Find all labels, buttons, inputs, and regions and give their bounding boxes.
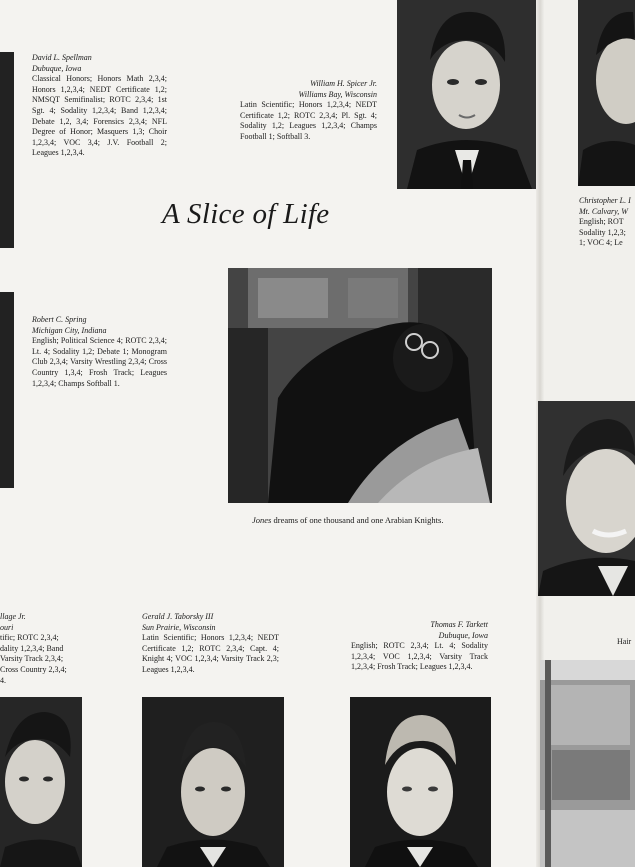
fragment-hair: Hair bbox=[617, 637, 632, 646]
bio-hometown: Sun Prairie, Wisconsin bbox=[142, 622, 216, 632]
fragment-line: Sodality 1,2,3; bbox=[579, 227, 626, 237]
candid-photo bbox=[228, 268, 492, 503]
bio-hometown: Dubuque, Iowa bbox=[438, 630, 488, 640]
portrait-taborsky bbox=[142, 697, 284, 867]
fragment-line: dality 1,2,3,4; Band bbox=[0, 643, 64, 653]
portrait-partial-right-top bbox=[578, 0, 635, 186]
left-edge-photo-top bbox=[0, 52, 14, 248]
portrait-spicer bbox=[397, 0, 536, 189]
fragment-line: Cross Country 2,3,4; bbox=[0, 664, 67, 674]
bio-hometown: Dubuque, Iowa bbox=[32, 63, 82, 73]
bio-tarkett bbox=[351, 620, 488, 673]
left-edge-photo-middle bbox=[0, 292, 14, 488]
fragment-name: Christopher L. I bbox=[579, 196, 631, 205]
bio-name: David L. Spellman bbox=[32, 53, 92, 62]
bio-name: Robert C. Spring bbox=[32, 315, 87, 324]
photo-partial-right-bottom bbox=[540, 660, 635, 867]
portrait-partial-left bbox=[0, 697, 82, 867]
fragment-hometown: Mt. Calvary, W bbox=[579, 206, 628, 216]
fragment-name: llage Jr. bbox=[0, 612, 26, 621]
bio-activities: Classical Honors; Honors Math 2,3,4; Honors 1,2,3,4; NEDT Certificate 1,2; NMSQT Semifinalist; ROTC 2,3,4; 1st Sgt. 4; Sodality 1,2,3,4; Band 1,2,3,4; Debate 1,2, 3,4; Forensics 2,3,4; NFL Degree of Honor; Masquers 1,3; Choir 1,2,3,4; VOC 3,4; J.V. Football 2; Leagues 1,2,3,4. bbox=[32, 74, 167, 158]
bio-fragment-right bbox=[579, 196, 635, 249]
fragment-hometown: ouri bbox=[0, 622, 14, 632]
fragment-line: Varsity Track 2,3,4; bbox=[0, 654, 64, 664]
bio-hometown: Williams Bay, Wisconsin bbox=[298, 89, 377, 99]
bio-name: William H. Spicer Jr. bbox=[310, 79, 377, 88]
bio-activities: English; Political Science 4; ROTC 2,3,4; Lt. 4; Sodality 1,2; Debate 1; Monogram Club 2,3,4; Varsity Wrestling 2,3,4; Cross Country 1,3,4; Frosh Track; Leagues 1,2,3,4; Champs Softball 1. bbox=[32, 336, 167, 388]
bio-spellman bbox=[32, 53, 167, 159]
bio-spicer bbox=[240, 79, 377, 143]
bio-spring bbox=[32, 315, 167, 389]
caption-text: dreams of one thousand and one Arabian Knights. bbox=[271, 515, 444, 525]
caption-name: Jones bbox=[252, 515, 272, 525]
portrait-partial-right-middle bbox=[538, 401, 635, 596]
bio-name: Thomas F. Tarkett bbox=[430, 620, 488, 629]
bio-name: Gerald J. Taborsky III bbox=[142, 612, 214, 621]
bio-hometown: Michigan City, Indiana bbox=[32, 325, 107, 335]
fragment-line: 4. bbox=[0, 675, 6, 685]
bio-activities: Latin Scientific; Honors 1,2,3,4; NEDT Certificate 1,2; ROTC 2,3,4; Pl. Sgt. 4; Sodality 1,2; Leagues 1,2,3,4; Champs Football 1; Softball 3. bbox=[240, 100, 377, 141]
bio-activities: Latin Scientific; Honors 1,2,3,4; NEDT Certificate 1,2; ROTC 2,3,4; Capt. 4; Knight 4; VOC 1,2,3,4; Varsity Track 2,3; Leagues 1,2,3,4. bbox=[142, 633, 279, 674]
portrait-tarkett bbox=[350, 697, 491, 867]
bio-fragment-left bbox=[0, 612, 82, 686]
photo-caption bbox=[252, 515, 443, 525]
fragment-line: 1; VOC 4; Le bbox=[579, 238, 623, 248]
bio-activities: English; ROTC 2,3,4; Lt. 4; Sodality 1,2,3,4; VOC 1,2,3,4; Varsity Track 1,2,3,4; Frosh Track; Leagues 1,2,3,4. bbox=[351, 641, 488, 672]
bio-taborsky bbox=[142, 612, 279, 676]
page-title: A Slice of Life bbox=[162, 198, 330, 230]
fragment-line: English; ROT bbox=[579, 217, 624, 227]
fragment-line: tific; ROTC 2,3,4; bbox=[0, 633, 59, 643]
